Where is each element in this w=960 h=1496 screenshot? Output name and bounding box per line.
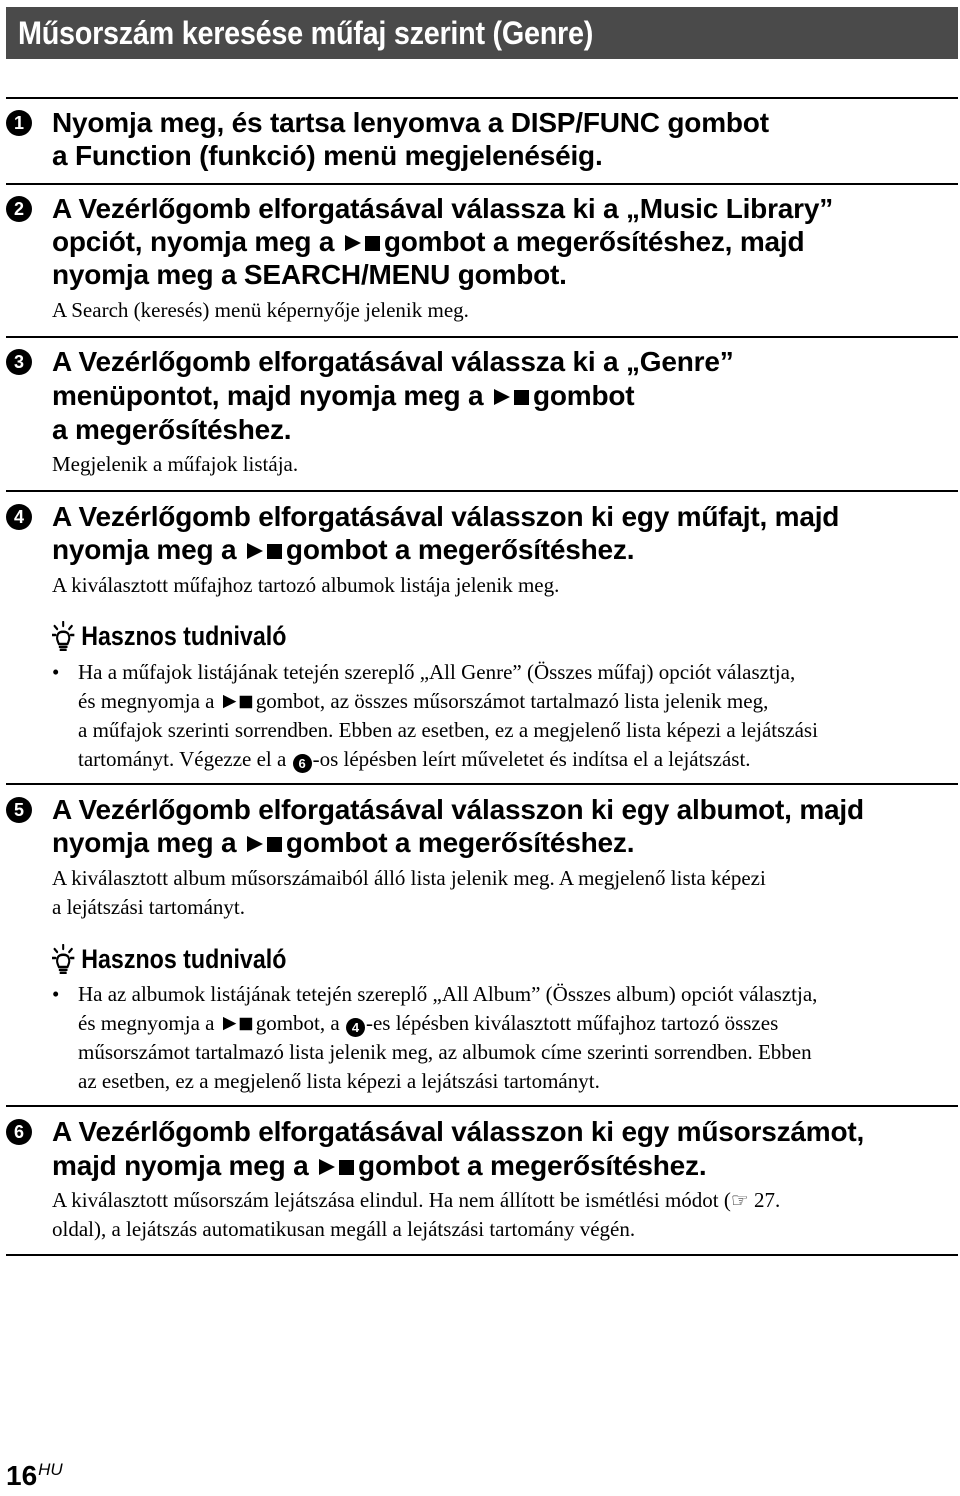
divider <box>6 783 958 785</box>
divider <box>6 490 958 492</box>
tip-1-line-1: Ha a műfajok listájának tetején szereplő „All Genre” (Összes műfaj) opciót választja, <box>78 660 796 684</box>
step-5-body-line-1: A kiválasztott album műsorszámaiból álló lista jelenik meg. A megjelenő lista képezi <box>52 866 766 890</box>
play-stop-icon <box>223 1016 253 1032</box>
lightbulb-icon <box>52 944 74 974</box>
step-1-heading-line-2: a Function (funkció) menü megjelenéséig. <box>52 140 603 171</box>
play-stop-icon <box>494 388 530 407</box>
divider <box>6 183 958 185</box>
step-2-heading-line-1: A Vezérlőgomb elforgatásával válassza ki a „Music Library” <box>52 193 834 224</box>
page-number: $16^{HU}$ <box>6 1460 63 1491</box>
tip-heading: Hasznos tudnivaló <box>52 618 286 654</box>
tip-2-line-4: az esetben, ez a megjelenő lista képezi a lejátszási tartományt. <box>78 1069 600 1093</box>
lightbulb-icon <box>52 621 74 651</box>
step-4-heading-line-1: A Vezérlőgomb elforgatásával válasszon ki egy műfajt, majd <box>52 501 840 532</box>
step-1-heading-line-1: Nyomja meg, és tartsa lenyomva a DISP/FUNC gombot <box>52 107 769 138</box>
tip-heading: Hasznos tudnivaló <box>52 941 286 977</box>
tip-2-line-2: és megnyomja a gombot, a 4 -es lépésben kiválasztott műfajhoz tartozó összes <box>78 1011 779 1035</box>
step-6-body-line-2: oldal), a lejátszás automatikusan megáll a lejátszási tartomány végén. <box>52 1217 636 1241</box>
tip-2-bullet: • <box>52 982 60 1006</box>
step-2-heading-line-3: nyomja meg a SEARCH/MENU gombot. <box>52 259 567 290</box>
step-number-6: 6 <box>6 1119 32 1145</box>
step-number-2: 2 <box>6 196 32 222</box>
step-ref-badge: 6 <box>293 754 312 773</box>
step-5-heading-line-2: nyomja meg a gombot a megerősítéshez. <box>52 827 635 858</box>
step-6-body-line-1: A kiválasztott műsorszám lejátszása elindul. Ha nem állított be ismétlési módot (☞ 27. <box>52 1188 781 1212</box>
page-language: HU <box>38 1460 63 1479</box>
step-4-body-line-1: A kiválasztott műfajhoz tartozó albumok listája jelenik meg. <box>52 573 560 597</box>
step-number-3: 3 <box>6 349 32 375</box>
divider <box>6 1254 958 1256</box>
divider <box>6 97 958 99</box>
tip-1-line-4: tartományt. Végezze el a 6 -os lépésben leírt műveletet és indítsa el a lejátszást. <box>78 747 751 771</box>
step-number-4: 4 <box>6 504 32 530</box>
step-2-heading-line-2: opciót, nyomja meg a gombot a megerősítéshez, majd <box>52 226 805 257</box>
divider <box>6 336 958 338</box>
divider <box>6 1105 958 1107</box>
step-5-body-line-2: a lejátszási tartományt. <box>52 895 246 919</box>
step-3-heading-line-2: menüpontot, majd nyomja meg a gombot <box>52 380 635 411</box>
step-5-heading-line-1: A Vezérlőgomb elforgatásával válasszon ki egy albumot, majd <box>52 794 864 825</box>
step-number-1: 1 <box>6 110 32 136</box>
play-stop-icon <box>247 835 283 854</box>
step-6-heading-line-2: majd nyomja meg a gombot a megerősítéshez. <box>52 1150 707 1181</box>
play-stop-icon <box>345 234 381 253</box>
play-stop-icon <box>247 542 283 561</box>
play-stop-icon <box>319 1158 355 1177</box>
step-3-body-line-1: Megjelenik a műfajok listája. <box>52 452 299 476</box>
step-number-5: 5 <box>6 797 32 823</box>
tip-2-line-3: műsorszámot tartalmazó lista jelenik meg, az albumok címe szerinti sorrendben. Ebben <box>78 1040 812 1064</box>
tip-1-bullet: • <box>52 660 60 684</box>
step-2-body-line-1: A Search (keresés) menü képernyője jelenik meg. <box>52 298 469 322</box>
title-banner <box>6 7 958 59</box>
tip-2-line-1: Ha az albumok listájának tetején szereplő „All Album” (Összes album) opciót választja, <box>78 982 818 1006</box>
tip-1-line-2: és megnyomja a gombot, az összes műsorszámot tartalmazó lista jelenik meg, <box>78 689 769 713</box>
tip-1-line-3: a műfajok szerinti sorrendben. Ebben az esetben, ez a megjelenő lista képezi a lejátszási <box>78 718 818 742</box>
step-ref-badge: 4 <box>346 1018 365 1037</box>
step-3-heading-line-1: A Vezérlőgomb elforgatásával válassza ki a „Genre” <box>52 346 734 377</box>
step-6-heading-line-1: A Vezérlőgomb elforgatásával válasszon ki egy műsorszámot, <box>52 1116 865 1147</box>
play-stop-icon <box>223 694 253 710</box>
step-4-heading-line-2: nyomja meg a gombot a megerősítéshez. <box>52 534 635 565</box>
reference-icon: ☞ <box>730 1190 749 1212</box>
page-title: Műsorszám keresése műfaj szerint (Genre) <box>18 15 594 51</box>
step-3-heading-line-3: a megerősítéshez. <box>52 414 292 445</box>
